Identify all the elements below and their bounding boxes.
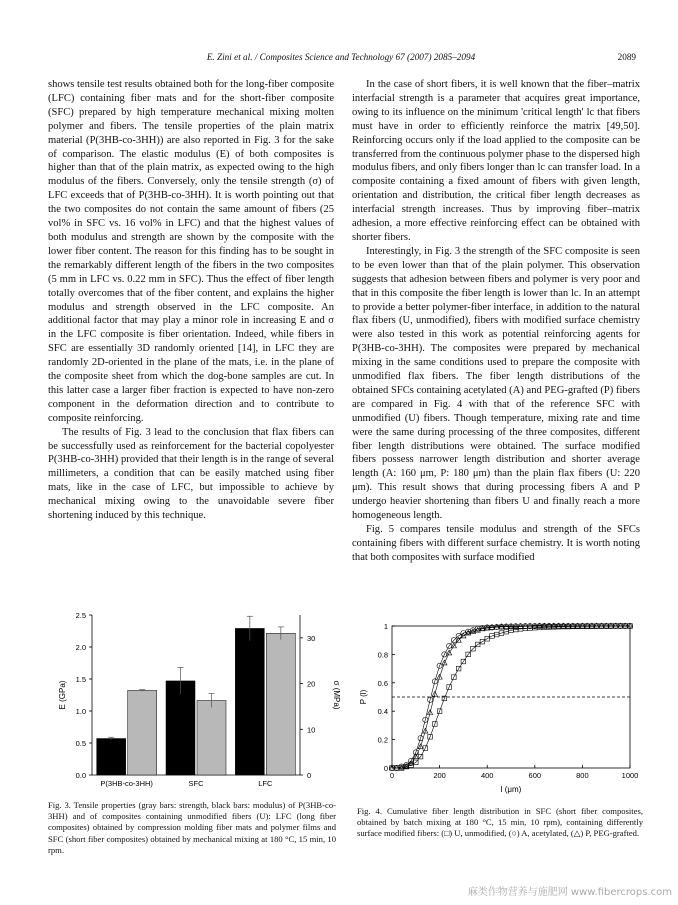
fig3-right-tick-label: 20 [307,679,316,689]
figure-3-bar-chart [46,607,346,792]
fig3-category-label: P(3HB-co-3HH) [100,779,153,788]
fig3-left-tick-label: 1.5 [75,675,86,684]
fig3-left-tick-label: 1.0 [75,707,86,716]
fig4-y-tick-label: 0.6 [377,678,388,688]
fig3-bar-strength [266,633,295,775]
fig3-left-tick-label: 2.5 [75,611,86,620]
page-number: 2089 [617,52,636,62]
paragraph: Interestingly, in Fig. 3 the strength of the SFC composite is seen to be even lower than that of the plain polymer. This observation suggests that adhesion between fibers and polymer is very poor and that in this composite the fiber length is lower than lc. In an attempt to provide a better polymer-fiber interface, in addition to the natural flax fibers (U, unmodified), fibers with modified surface chemistry were also tested in this work as potential reinforcing agents for P(3HB-co-3HH). The composites were prepared by mechanical mixing in the same conditions used to prepare the composite with unmodified flax fibers. The fiber length distributions of the obtained SFCs containing acetylated (A) and PEG-grafted (P) fibers are compared in Fig. 4 with that of the reference SFC with unmodified (U) fibers. Though temperature, mixing rate and time were the same during processing of the three composites, different fiber length distributions were obtained. The surface modified fibers possess narrower length distribution and shorter average length (A: 160 μm, P: 180 μm) than the plain flax fibers (U: 220 μm). This result shows that during processing fibers A and P undergo heavier shortening than fibers U and finally reach a more homogeneous length. [352,245,640,522]
fig3-bar-strength [128,690,157,775]
fig3-bar-modulus [97,739,126,775]
fig3-left-axis-label: E (GPa) [58,680,67,710]
left-column [48,78,334,523]
fig3-right-tick-label: 0 [307,771,312,780]
fig4-x-tick-label: 600 [528,771,542,780]
fig3-left-tick-label: 0.5 [75,739,86,748]
journal-citation: E. Zini et al. / Composites Science and Technology 67 (2007) 2085–2094 [206,52,476,62]
fig3-right-tick-label: 10 [307,725,316,735]
fig4-svg [352,618,642,798]
fig3-right-tick-label: 30 [307,633,316,643]
fig3-category-label: SFC [188,779,204,788]
figure-4-line-chart [352,618,642,798]
site-watermark: 麻类作物营养与施肥网 www.fibercrops.com [467,887,672,898]
paragraph: Fig. 5 compares tensile modulus and strength of the SFCs containing fibers with different surface chemistry. It is worth noting that both composites with surface modified [352,524,640,563]
fig4-y-axis-label: P (l) [359,689,368,705]
fig3-right-axis-label: σ (MPa) [332,680,341,710]
fig4-y-tick-label: 0 [383,764,388,773]
running-header [46,52,636,66]
fig3-bar-modulus [235,628,264,775]
fig4-y-tick-label: 0.4 [377,707,388,717]
fig3-left-tick-label: 2.0 [75,643,86,652]
fig4-y-tick-label: 1 [383,622,388,631]
fig4-x-tick-label: 0 [389,771,395,780]
figure-4-caption: Fig. 4. Cumulative fiber length distribution in SFC (short fiber composites, obtained by batch mixing at 180 °C, 15 min, 10 rpm), containing differently surface modified fibers: (□) U, unmodified, (○) A, acetylated, (△) P, PEG-grafted. [357,806,643,839]
fig3-svg [46,607,346,792]
fig3-bar-modulus [166,681,195,775]
figure-3-caption: Fig. 3. Tensile properties (gray bars: strength, black bars: modulus) of P(3HB-co-3HH) and of composites containing unmodified fibers (U): LFC (long fiber composites) obtained by compression molding fiber mats and polymer films and SFC (short fiber composites) obtained by mechanical mixing at 180 °C, 15 min, 10 rpm. [48,800,336,855]
paragraph: The results of Fig. 3 lead to the conclusion that flax fibers can be successfully used as reinforcement for the bacterial copolyester P(3HB-co-3HH) provided that their length is in the range of several millimeters, a condition that can be easily matched using fiber mats, like in the case of LFC, but impossible to achieve by mechanical mixing owing to the unavoidable severe fiber shortening induced by this technique. [48,426,334,522]
fig4-x-tick-label: 1000 [621,771,639,780]
fig4-x-axis-label: l (μm) [500,785,522,794]
paragraph: In the case of short fibers, it is well known that the fiber–matrix interfacial strength is a parameter that acquires great importance, owing to its influence on the minimum 'critical length' lc that fibers must have in order to efficiently reinforce the matrix [49,50]. Reinforcing occurs only if the load applied to the composite can be transferred from the continuous polymer phase to the dispersed high modulus fibers, and only fibers longer than lc can transfer load. In a composite containing a fixed amount of fibers with given length, orientation and distribution, the critical fiber length decreases as interfacial strength increases. Thus by improving fiber–matrix adhesion, a more effective reinforcing effect can be obtained with shorter fibers. [352,79,640,243]
right-column [352,78,640,565]
fig4-x-tick-label: 800 [576,771,589,780]
fig4-y-tick-label: 0.8 [377,650,388,660]
paragraph: shows tensile test results obtained both for the long-fiber composite (LFC) containing fiber mats and for the short-fiber composite (SFC) prepared by high temperature mechanical mixing molten polymer and fibers. The tensile properties of the plain matrix material (P(3HB-co-3HH)) are also reported in Fig. 3 for the sake of comparison. The elastic modulus (E) of both composites is higher than that of the plain matrix, as expected owing to the high modulus of the fibers. Conversely, only the tensile strength (σ) of LFC exceeds that of P(3HB-co-3HH). It is worth pointing out that the two composites do not contain the same amount of fibers (25 vol% in SFC vs. 16 vol% in LFC) and that the highest values of both modulus and strength are shown by the composite with the lower fiber content. The reason for this finding has to be sought in the remarkably different length of the fibers in the two composites (5 mm in LFC vs. 0.22 mm in SFC). Thus the effect of fiber length totally overcomes that of the fiber content, and explains the higher modulus and strength observed in the LFC composite. An additional factor that may play a minor role in increasing E and σ in the LFC composite is fiber orientation. Indeed, while fibers in SFC are essentially 3D randomly oriented [14], in LFC they are randomly 2D-oriented in the plane of the mats, i.e. in the plane of the composite sheet from which the dog-bone samples are cut. In this latter case a larger fiber fraction is expected to have non-zero component in the deformation direction and to contribute to composite reinforcing. [48,79,334,424]
fig4-x-tick-label: 200 [433,771,446,780]
fig3-left-tick-label: 0.0 [75,771,86,780]
fig3-category-label: LFC [258,779,273,788]
fig3-bar-strength [197,700,226,775]
fig4-x-tick-label: 400 [480,771,494,780]
fig4-y-tick-label: 0.2 [377,735,388,745]
